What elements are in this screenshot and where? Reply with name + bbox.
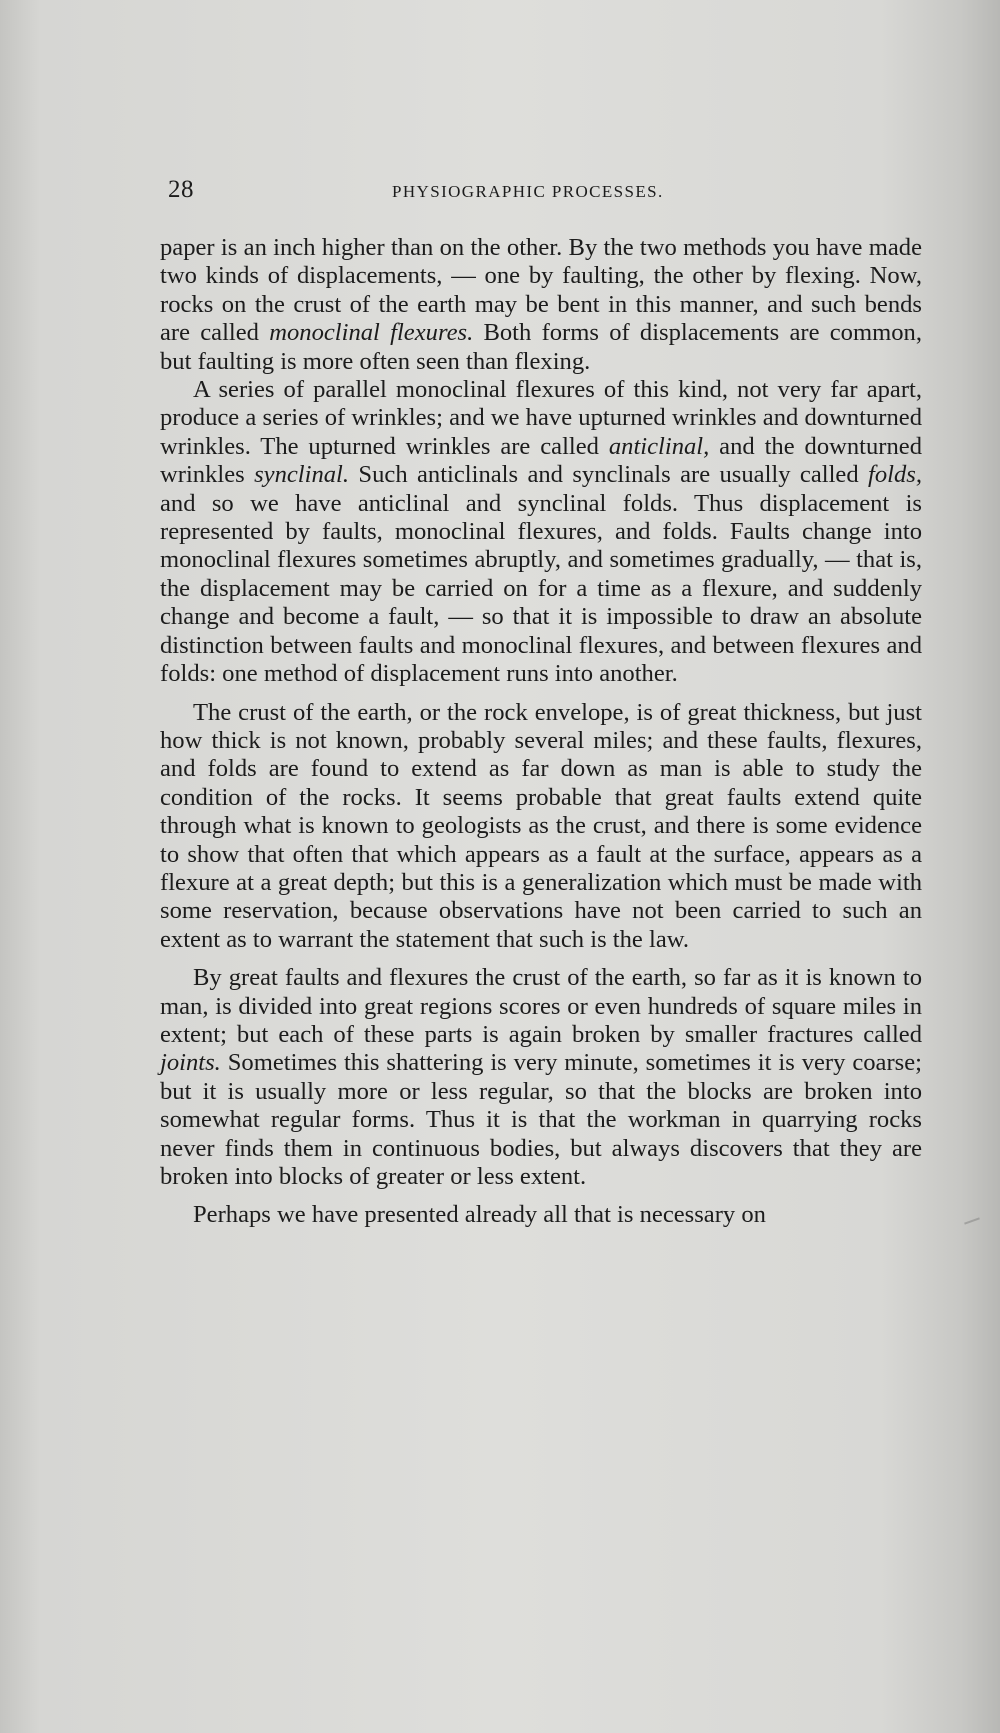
text-segment: By great faults and flexures the crust of the earth, so far as it is known to man, is divided into great regions scores or even hundreds of square miles in extent; but each of these parts is again broken by smaller fractures called: [160, 964, 922, 1048]
paragraph: [160, 699, 922, 955]
italic-term: monoclinal flexures.: [269, 319, 474, 347]
text-segment: Such anticlinals and synclinals are usually called: [349, 461, 869, 489]
text-segment: A series of parallel monoclinal flexures of this kind, not very far apart, produce a series of wrinkles; and we have upturned wrinkles and downturned wrinkles. The upturned wrinkles are called: [160, 376, 922, 460]
italic-term: folds,: [868, 461, 922, 489]
page-mark: [964, 1217, 980, 1224]
paragraph: [160, 1201, 922, 1229]
italic-term: synclinal.: [254, 461, 350, 489]
text-segment: Sometimes this shattering is very minute, sometimes it is very coarse; but it is usually more or less regular, so that the blocks are broken into somewhat regular forms. Thus it is that the workman in quarrying rocks never finds them in continuous bodies, but always discovers that they are broken into blocks of greater or less extent.: [160, 1049, 922, 1190]
text-segment: Perhaps we have presented already all that is necessary on: [193, 1201, 766, 1229]
text-segment: and the downturned wrinkles: [160, 432, 922, 489]
text-segment: Both forms of displacements are common, but faulting is more often seen than flexing.: [160, 319, 922, 375]
paragraph: [160, 964, 922, 1191]
paragraph: [160, 376, 922, 688]
page-number: 28: [168, 176, 194, 203]
text-segment: and so we have anticlinal and synclinal folds. Thus displacement is represented by faults, monoclinal flexures, and folds. Faults change into monoclinal flexures sometimes abruptly, and sometimes gradually, — that is, the displacement may be carried on for a time as a flexure, and suddenly change and become a fault, — so that it is impossible to draw an absolute distinction between faults and monoclinal flexures, and between flexures and folds: one method of displacement runs into another.: [160, 489, 922, 688]
paragraph: [160, 234, 922, 376]
body-text: [160, 234, 922, 1230]
text-segment: paper is an inch higher than on the other. By the two methods you have made two kinds of displacements, — one by faulting, the other by flexing. Now, rocks on the crust of the earth may be bent in this manner, and such bends are called: [160, 234, 922, 347]
running-title: PHYSIOGRAPHIC PROCESSES.: [392, 182, 664, 201]
italic-term: anticlinal,: [608, 432, 710, 460]
text-segment: The crust of the earth, or the rock envelope, is of great thickness, but just how thick is not known, probably several miles; and these faults, flexures, and folds are found to extend as far down as man is able to study the condition of the rocks. It seems probable that great faults extend quite through what is known to geologists as the crust, and there is some evidence to show that often that which appears as a fault at the surface, appears as a flexure at a great depth; but this is a generalization which must be made with some reservation, because observations have not been carried to such an extent as to warrant the statement that such is the law.: [160, 698, 922, 953]
running-head: [168, 176, 924, 206]
italic-term: joints.: [160, 1049, 221, 1077]
